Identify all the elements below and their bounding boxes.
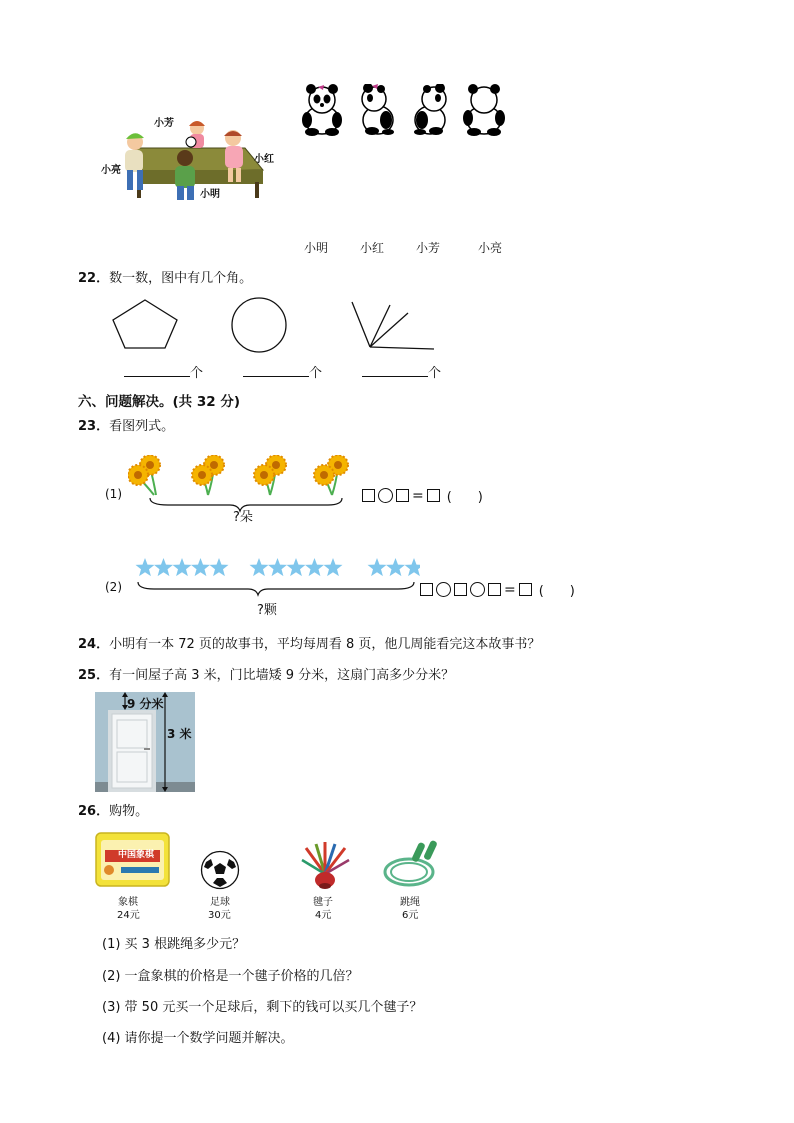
product-name-football: 足球 [210, 897, 230, 908]
panda-name-2: 小红 [360, 241, 385, 255]
product-name-shuttlecock: 毽子 [313, 897, 333, 908]
scene-label-xiaoliang: 小亮 [101, 165, 121, 176]
q22-shapes [110, 296, 440, 356]
question-text: 看图列式。 [109, 419, 175, 434]
product-name-jumprope: 跳绳 [400, 897, 420, 908]
brace-label-flowers: ?朵 [233, 510, 253, 525]
question-text: 小明有一本 72 页的故事书，平均每周看 8 页，他几周能看完这本故事书？ [109, 637, 541, 652]
panda-name-3: 小芳 [416, 241, 441, 255]
brace [138, 582, 414, 595]
answer-box[interactable] [454, 583, 467, 596]
formula-1 [362, 486, 483, 505]
shuttlecock-icon [298, 842, 353, 892]
panda-row [298, 84, 513, 136]
angles-shape [352, 302, 434, 349]
answer-box[interactable] [420, 583, 433, 596]
jump-rope-icon [381, 838, 441, 890]
question-number: 23． [78, 419, 110, 434]
question-24 [78, 637, 540, 653]
equals-sign: = [504, 581, 516, 598]
flower-icon [192, 455, 224, 495]
star-icon [173, 558, 192, 576]
scene-label-xiaoming: 小明 [200, 189, 220, 200]
q22-answer-1: 个 [124, 364, 203, 382]
operator-circle[interactable] [470, 582, 485, 597]
panda-back-icon [463, 84, 505, 136]
answer-box[interactable] [362, 489, 375, 502]
formula-2 [420, 580, 575, 599]
flower-icon [254, 455, 286, 495]
chess-box-title: 中国象棋 [118, 850, 155, 860]
star-icon [210, 558, 229, 576]
stars-illustration [128, 556, 420, 602]
star-icon [386, 558, 405, 576]
question-23 [78, 419, 174, 435]
question-number: 24． [78, 637, 110, 652]
q22-answer-3: 个 [362, 364, 441, 382]
scene-label-xiaohong: 小红 [254, 154, 274, 165]
product-name-chess: 象棋 [118, 897, 138, 908]
question-text: 数一数，图中有几个角。 [109, 271, 253, 286]
operator-circle[interactable] [378, 488, 393, 503]
star-icon [405, 558, 421, 576]
panda-side-icon [362, 84, 394, 135]
answer-blank[interactable] [362, 364, 428, 377]
q22-answer-2: 个 [243, 364, 322, 382]
answer-box[interactable] [396, 489, 409, 502]
unit-paren[interactable]: ( ) [446, 490, 483, 505]
panda-name-1: 小明 [304, 241, 329, 255]
pentagon-shape [113, 300, 177, 348]
soccer-ball-icon [200, 850, 240, 890]
q26-subquestion-1: (1) 买 3 根跳绳多少元？ [102, 937, 246, 952]
question-number: 22． [78, 271, 110, 286]
flower-icon [128, 455, 160, 495]
answer-box[interactable] [519, 583, 532, 596]
flower-icon [314, 455, 348, 495]
label-9-decimeters: 9 分米 [127, 697, 164, 711]
question-text: 有一间屋子高 3 米，门比墙矮 9 分米，这扇门高多少分米？ [109, 668, 455, 683]
star-icon [287, 558, 306, 576]
panda-front-icon [302, 84, 342, 136]
q26-subquestion-4: (4) 请你提一个数学问题并解决。 [102, 1031, 294, 1046]
star-icon [268, 558, 287, 576]
question-25 [78, 668, 454, 684]
question-number: 25． [78, 668, 110, 683]
unit-paren[interactable]: ( ) [538, 584, 575, 599]
question-22 [78, 271, 252, 287]
label-3-meters: 3 米 [167, 727, 192, 741]
q26-subquestion-2: (2) 一盒象棋的价格是一个毽子价格的几倍？ [102, 969, 359, 984]
question-number: 26． [78, 804, 110, 819]
equals-sign: = [412, 487, 424, 504]
section-title: 六、问题解决。(共 32 分) [78, 394, 241, 410]
star-icon [368, 558, 387, 576]
star-icon [324, 558, 343, 576]
operator-circle[interactable] [436, 582, 451, 597]
product-price-jumprope: 6元 [402, 910, 419, 921]
answer-blank[interactable] [124, 364, 190, 377]
star-icon [250, 558, 269, 576]
panda-name-4: 小亮 [478, 241, 503, 255]
star-icon [305, 558, 324, 576]
answer-box[interactable] [488, 583, 501, 596]
product-price-chess: 24元 [117, 910, 140, 921]
brace-label-stars: ?颗 [257, 603, 277, 618]
q23-part2-label: (2) [105, 580, 122, 594]
question-text: 购物。 [109, 804, 149, 819]
q23-part1-label: (1) [105, 487, 122, 501]
q26-subquestion-3: (3) 带 50 元买一个足球后，剩下的钱可以买几个毽子？ [102, 1000, 423, 1015]
question-26 [78, 804, 148, 820]
star-icon [154, 558, 173, 576]
answer-blank[interactable] [243, 364, 309, 377]
star-icon [136, 558, 155, 576]
answer-box[interactable] [427, 489, 440, 502]
product-price-football: 30元 [208, 910, 231, 921]
product-price-shuttlecock: 4元 [315, 910, 332, 921]
circle-shape [232, 298, 286, 352]
panda-side-icon [414, 84, 446, 135]
scene-label-xiaofang: 小芳 [154, 118, 174, 129]
star-icon [191, 558, 210, 576]
